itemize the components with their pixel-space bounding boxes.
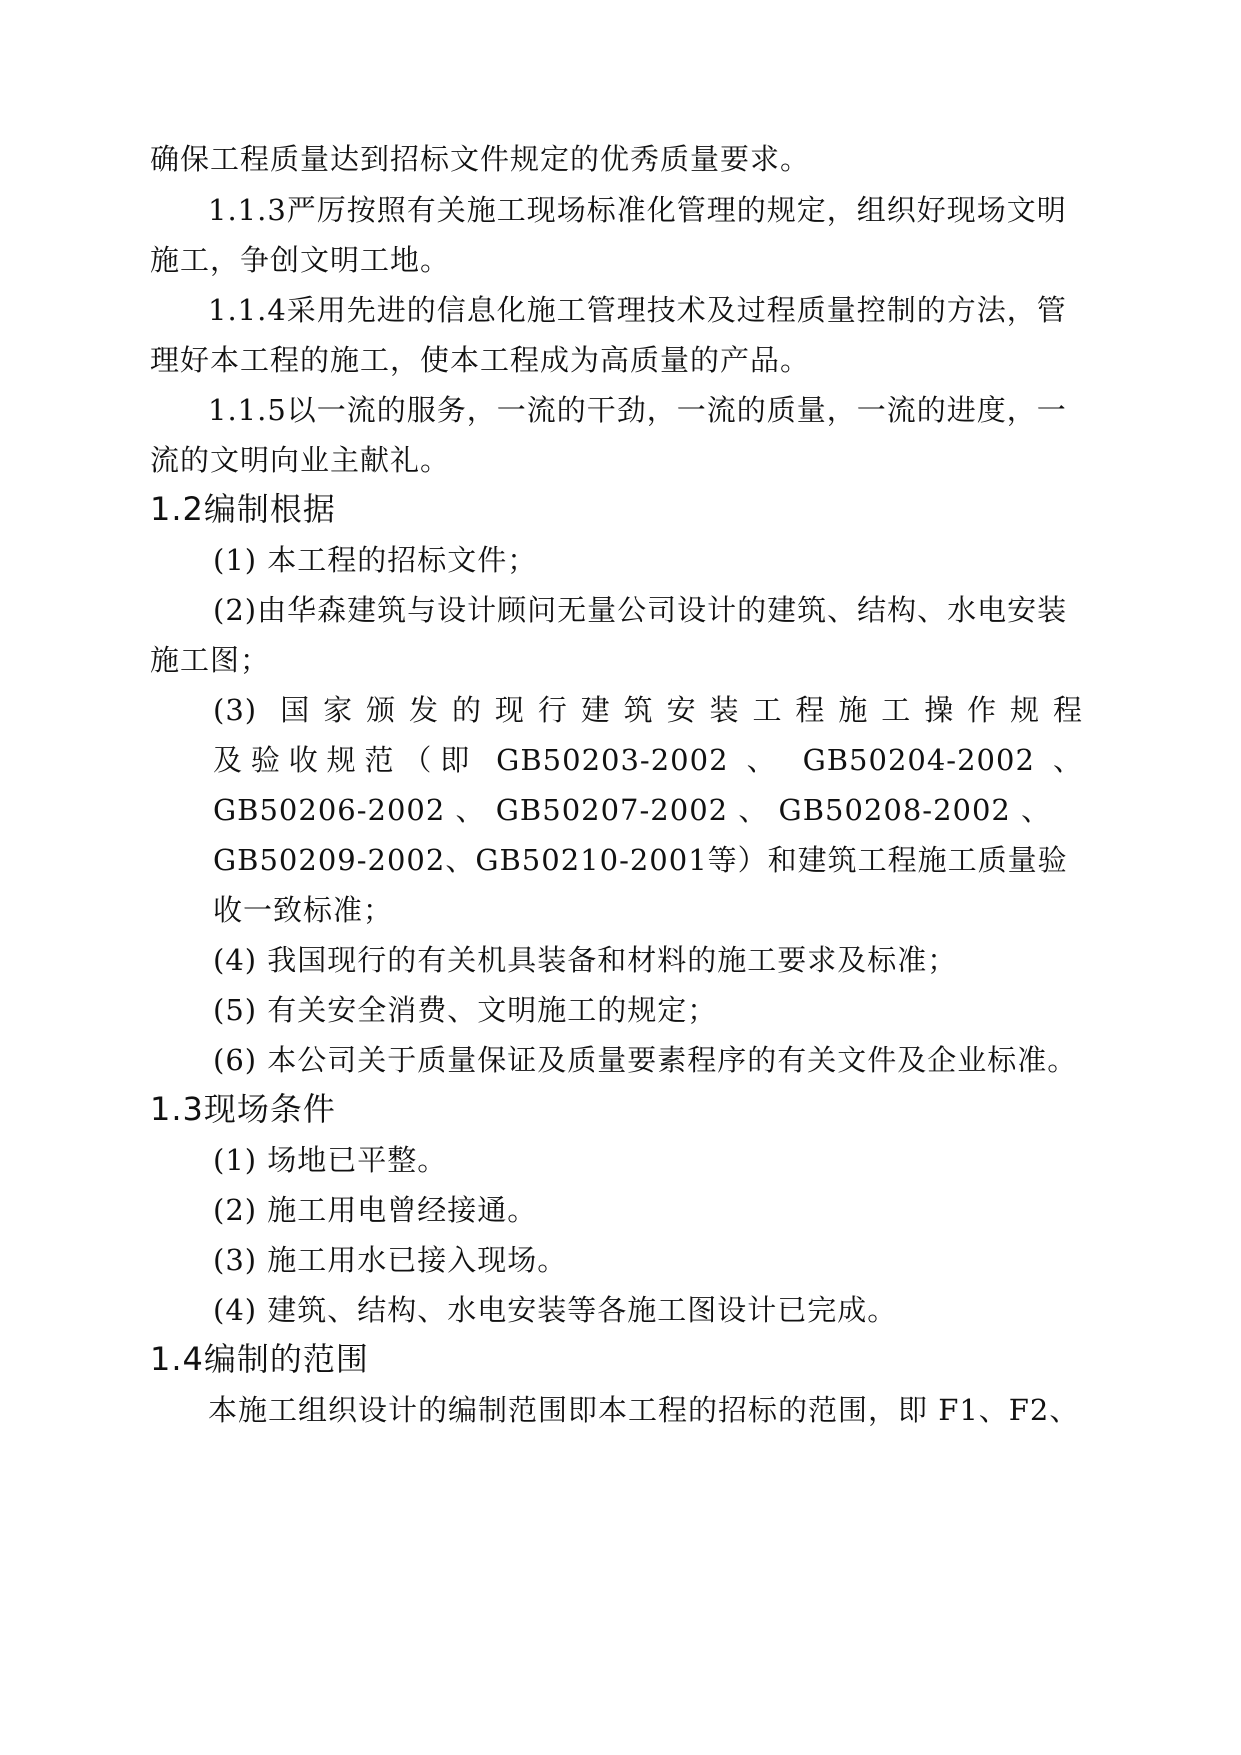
paragraph-1-1-5-line-1: 1.1.5以一流的服务，一流的干劲，一流的质量，一流的进度，一 [208, 393, 1067, 427]
list-item-basis-6: (6) 本公司关于质量保证及质量要素程序的有关文件及企业标准。 [213, 1043, 1078, 1077]
list-item-basis-1: (1) 本工程的招标文件； [213, 543, 538, 577]
section-heading-1-4: 1.4编制的范围 [150, 1340, 369, 1378]
list-item-basis-3-line-1: (3) 国家颁发的现行建筑安装工程施工操作规程 [213, 693, 1083, 727]
list-item-site-2: (2) 施工用电曾经接通。 [213, 1193, 538, 1227]
list-item-basis-2-line-2: 施工图； [150, 643, 271, 677]
paragraph-1-1-3-line-1: 1.1.3严厉按照有关施工现场标准化管理的规定，组织好现场文明 [208, 193, 1067, 227]
section-heading-1-2: 1.2编制根据 [150, 490, 336, 528]
list-item-basis-2-line-1: (2)由华森建筑与设计顾问无量公司设计的建筑、结构、水电安装 [213, 593, 1068, 627]
section-heading-1-3: 1.3现场条件 [150, 1090, 336, 1128]
list-item-basis-3-line-4: GB50209-2002、GB50210-2001等）和建筑工程施工质量验 [213, 843, 1068, 877]
list-item-site-4: (4) 建筑、结构、水电安装等各施工图设计已完成。 [213, 1293, 898, 1327]
list-item-site-1: (1) 场地已平整。 [213, 1143, 448, 1177]
list-item-basis-3-line-5: 收一致标准； [213, 893, 394, 927]
paragraph-continuation: 确保工程质量达到招标文件规定的优秀质量要求。 [150, 142, 811, 176]
paragraph-1-1-3-line-2: 施工，争创文明工地。 [150, 243, 451, 277]
list-item-site-3: (3) 施工用水已接入现场。 [213, 1243, 568, 1277]
list-item-basis-4: (4) 我国现行的有关机具装备和材料的施工要求及标准； [213, 943, 958, 977]
scope-paragraph-line-1: 本施工组织设计的编制范围即本工程的招标的范围，即 F1、F2、 [208, 1393, 1080, 1427]
paragraph-1-1-4-line-2: 理好本工程的施工，使本工程成为高质量的产品。 [150, 343, 811, 377]
list-item-basis-3-line-2: 及验收规范（即 GB50203-2002 、 GB50204-2002 、 [213, 743, 1083, 777]
paragraph-1-1-5-line-2: 流的文明向业主献礼。 [150, 443, 451, 477]
list-item-basis-3-line-3: GB50206-2002 、 GB50207-2002 、 GB50208-2002 、 [213, 793, 1052, 827]
list-item-basis-5: (5) 有关安全消费、文明施工的规定； [213, 993, 718, 1027]
paragraph-1-1-4-line-1: 1.1.4采用先进的信息化施工管理技术及过程质量控制的方法，管 [208, 293, 1067, 327]
